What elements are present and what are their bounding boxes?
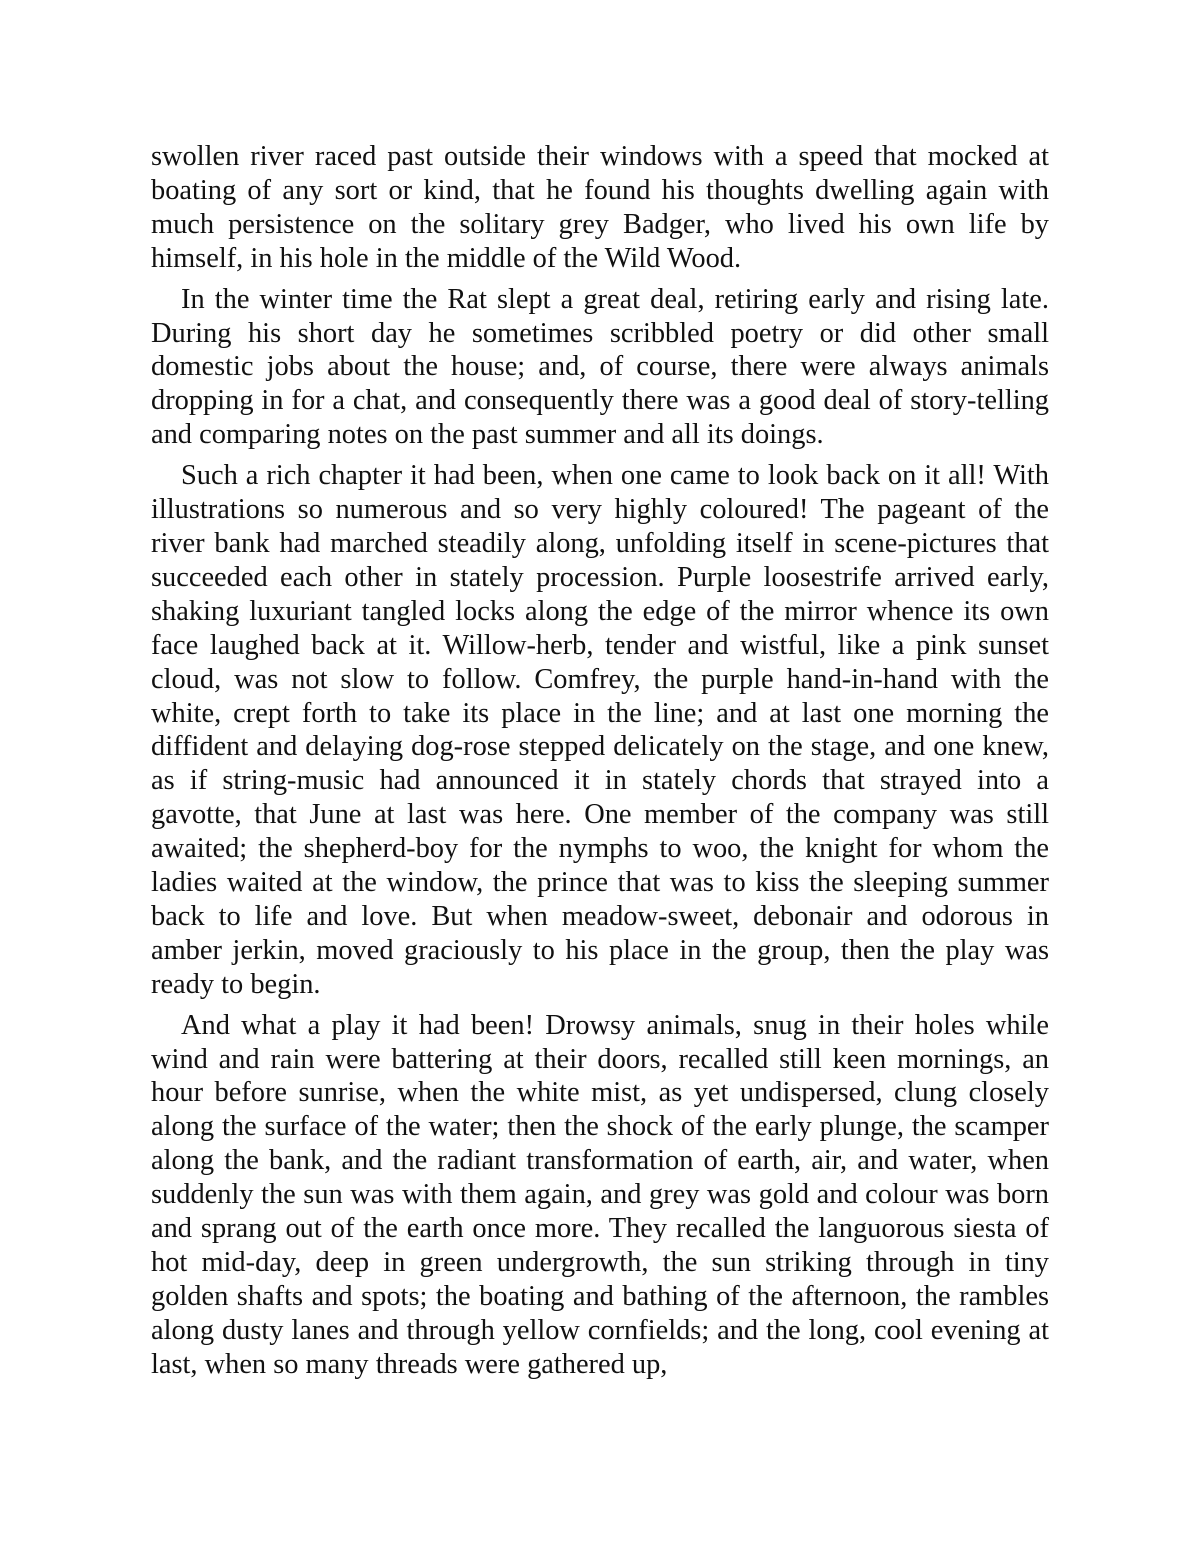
paragraph-2: In the winter time the Rat slept a great deal, retiring early and rising late. During his short day he sometimes scribbled poetry or did other small domestic jobs about the house; and, of course, there were always animals dropping in for a chat, and consequently there was a good deal of story-telling and comparing notes on the past summer and all its doings. (151, 283, 1049, 451)
paragraph-3: Such a rich chapter it had been, when one came to look back on it all! With illustrations so numerous and so very highly coloured! The pageant of the river bank had marched steadily along, unfolding itself in scene-pictures that succeeded each other in stately procession. Purple loosestrife arrived early, shaking luxuriant tangled locks along the edge of the mirror whence its own face laughed back at it. Willow-herb, tender and wistful, like a pink sunset cloud, was not slow to follow. Comfrey, the purple hand-in-hand with the white, crept forth to take its place in the line; and at last one morning the diffident and delaying dog-rose stepped delicately on the stage, and one knew, as if string-music had announced it in stately chords that strayed into a gavotte, that June at last was here. One member of the company was still awaited; the shepherd-boy for the nymphs to woo, the knight for whom the ladies waited at the window, the prince that was to kiss the sleeping summer back to life and love. But when meadow-sweet, debonair and odorous in amber jerkin, moved graciously to his place in the group, then the play was ready to begin. (151, 460, 1049, 1000)
document-page (151, 140, 1049, 1389)
paragraph-1: swollen river raced past outside their windows with a speed that mocked at boating of any sort or kind, that he found his thoughts dwelling again with much persistence on the solitary grey Badger, who lived his own life by himself, in his hole in the middle of the Wild Wood. (151, 141, 1049, 274)
paragraph-4: And what a play it had been! Drowsy animals, snug in their holes while wind and rain were battering at their doors, recalled still keen mornings, an hour before sunrise, when the white mist, as yet undispersed, clung closely along the surface of the water; then the shock of the early plunge, the scamper along the bank, and the radiant transformation of earth, air, and water, when suddenly the sun was with them again, and grey was gold and colour was born and sprang out of the earth once more. They recalled the languorous siesta of hot mid-day, deep in green undergrowth, the sun striking through in tiny golden shafts and spots; the boating and bathing of the afternoon, the rambles along dusty lanes and through yellow cornfields; and the long, cool evening at last, when so many threads were gathered up, (151, 1009, 1049, 1380)
